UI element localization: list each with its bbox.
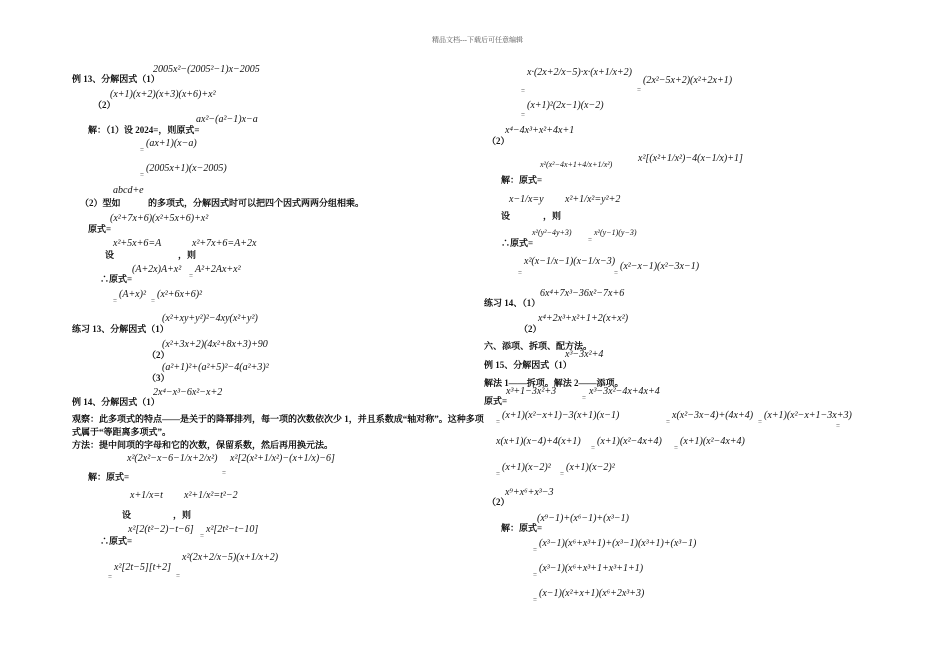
equals-sign: =	[521, 87, 525, 95]
original-expr: (x²+7x+6)(x²+5x+6)+x²	[110, 213, 209, 224]
final-1: (A+x)²	[119, 289, 146, 300]
right-set-expr: x−1/x=y	[509, 194, 544, 205]
right-sol-small: x²(x²−4x+1+4/x+1/x²)	[540, 160, 613, 169]
method-text: 方法：提中间项的字母和它的次数，保留系数，然后再用换元法。	[72, 440, 334, 450]
method-2-line-2: x(x²−3x−4)+(4x+4)	[672, 410, 754, 421]
section-6-title: 六、添项、拆项、配方法。	[484, 341, 593, 351]
equals-sign: =	[521, 111, 525, 119]
therefore-label: ∴原式=	[100, 274, 133, 284]
final-4: x²(2x+2/x−5)(x+1/x+2)	[182, 552, 279, 563]
practice-13-q2-label: （2）	[147, 350, 170, 360]
right-r1: x·(2x+2/x−5)·x·(x+1/x+2)	[527, 67, 632, 78]
solution-2-step-2: (x³−1)(x⁶+x³+1)+(x³−1)(x³+1)+(x³−1)	[539, 538, 697, 549]
equals-sign: =	[614, 269, 618, 277]
right-then-expr: x²+1/x²=y²+2	[565, 194, 621, 205]
right-therefore-expr-2: x²(y−1)(y−3)	[594, 228, 637, 237]
equals-sign: =	[533, 571, 537, 579]
method-2-line-4: (x+1)(x²−4x+4)	[597, 436, 662, 447]
solution-1-step1: (ax+1)(x−a)	[146, 138, 197, 149]
equals-sign: =	[533, 546, 537, 554]
set-label: 设	[105, 250, 115, 260]
solution-14-expr-2: x²[2(x²+1/x²)−(x+1/x)−6]	[230, 453, 335, 464]
equals-sign: =	[496, 418, 500, 426]
practice-13-q3-label: （3）	[147, 373, 170, 383]
equals-sign: =	[591, 444, 595, 452]
example-15-title: 例 15、分解因式（1）	[484, 360, 572, 370]
right-sol-label: 解：原式=	[501, 175, 543, 185]
practice-13-q2: (x²+3x+2)(4x²+8x+3)+90	[162, 339, 268, 350]
practice-13-title: 练习 13、分解因式（1）	[72, 324, 169, 334]
method-2-result: (x+1)(x−2)²	[566, 462, 615, 473]
right-r3: (x+1)²(2x−1)(x−2)	[527, 100, 604, 111]
equals-sign: =	[836, 422, 840, 430]
practice-14-q1: 6x⁴+7x³−36x²−7x+6	[540, 288, 625, 299]
type-prefix: （2）型如	[80, 198, 121, 208]
equals-sign: =	[560, 470, 564, 478]
practice-13-q1: (x²+xy+y²)²−4xy(x²+y²)	[162, 313, 258, 324]
solution-1-expr: ax²−(a²−1)x−a	[196, 114, 258, 125]
right-set-label: 设	[501, 211, 511, 221]
equals-sign: =	[108, 573, 112, 581]
observation-text: 观察：此多项式的特点——是关于的降幂排列，每一项的次数依次少 1，并且系数成“轴对称”。这种多项	[72, 414, 484, 424]
equals-sign: =	[674, 444, 678, 452]
equals-sign: =	[200, 532, 204, 540]
therefore-2-label: ∴原式=	[100, 536, 133, 546]
practice-14-q2: x⁴+2x³+x²+1+2(x+x²)	[538, 313, 629, 324]
q2-label: （2）	[93, 100, 116, 110]
therefore-expr-2: A²+2Ax+x²	[195, 264, 241, 275]
solution-2-step-1: (x⁹−1)+(x⁶−1)+(x³−1)	[537, 513, 629, 524]
type-expr: abcd+e	[113, 185, 144, 196]
method-1-line-4: (x+1)(x²−4x+4)	[680, 436, 745, 447]
then-2-label: ，则	[173, 510, 192, 520]
then-expr: x²+7x+6=A+2x	[192, 238, 257, 249]
method-2-line-1: x³−3x²−4x+4x+4	[589, 386, 660, 397]
then-label: ，则	[178, 250, 197, 260]
final-3: x²[2t−5][t+2]	[114, 562, 172, 573]
right-q2-label: （2）	[487, 136, 510, 146]
solution-1-step2: (2005x+1)(x−2005)	[146, 163, 227, 174]
solution-14-label: 解：原式=	[88, 472, 130, 482]
set-expr: x²+5x+6=A	[113, 238, 162, 249]
equals-sign: =	[113, 297, 117, 305]
set-2-label: 设	[122, 510, 132, 520]
equals-sign: =	[222, 469, 226, 477]
equals-sign: =	[518, 269, 522, 277]
solution-14-expr-1: x²(2x²−x−6−1/x+2/x²)	[127, 453, 218, 464]
equals-sign: =	[151, 297, 155, 305]
example-14-q1: 2x⁴−x³−6x²−x+2	[153, 387, 223, 398]
right-q2: x⁴−4x³+x²+4x+1	[505, 125, 575, 136]
example-15-orig-label: 原式=	[484, 396, 508, 406]
example-14-title: 例 14、分解因式（1）	[72, 397, 160, 407]
example-13-q2: (x+1)(x+2)(x+3)(x+6)+x²	[110, 89, 216, 100]
page-header: 精品文档---下载后可任意编辑	[432, 36, 523, 44]
observation-text-2: 式属于“等距离多项式”。	[72, 427, 172, 437]
solution-2-step-3: (x³−1)(x⁶+x³+1+x³+1+1)	[539, 563, 644, 574]
practice-14-title: 练习 14、（1）	[484, 298, 541, 308]
method-1-line-3: (x+1)(x²−x+1−3x+3)	[764, 410, 852, 421]
right-q2b: x⁹+x⁶+x³−3	[505, 487, 554, 498]
equals-sign: =	[582, 394, 586, 402]
equals-sign: =	[189, 272, 193, 280]
method-2-line-3: x(x+1)(x−4)+4(x+1)	[496, 436, 581, 447]
equals-sign: =	[758, 418, 762, 426]
right-final-1: x²(x−1/x−1)(x−1/x−3)	[524, 256, 616, 267]
practice-13-q3: (a²+1)²+(a²+5)²−4(a²+3)²	[162, 362, 269, 373]
equals-sign: =	[140, 146, 144, 154]
method-1-result: (x+1)(x−2)²	[502, 462, 551, 473]
example-15-q1: x³−3x²+4	[565, 349, 604, 360]
set-2-expr: x+1/x=t	[130, 490, 163, 501]
right-r2: (2x²−5x+2)(x²+2x+1)	[643, 75, 733, 86]
example-13-q1: 2005x²−(2005²−1)x−2005	[153, 64, 260, 75]
equals-sign: =	[588, 236, 592, 244]
example-15-method: 解法 1——拆项。解法 2——添项。	[484, 378, 624, 388]
therefore-expr: (A+2x)A+x²	[132, 264, 182, 275]
equals-sign: =	[496, 470, 500, 478]
original-label: 原式=	[88, 224, 112, 234]
solution-1-label: 解：（1）设 2024=，则原式=	[88, 125, 200, 135]
right-sol2-label: 解：原式=	[501, 523, 543, 533]
solution-2-step-4: (x−1)(x²+x+1)(x⁶+2x³+3)	[539, 588, 645, 599]
method-1-line-1: x³+1−3x²+3	[506, 386, 557, 397]
right-q2b-label: （2）	[487, 497, 510, 507]
equals-sign: =	[533, 596, 537, 604]
example-13-title: 例 13、分解因式（1）	[72, 74, 160, 84]
therefore-2-expr-2: x²[2t²−t−10]	[206, 524, 259, 535]
type-suffix: 的多项式，分解因式时可以把四个因式两两分组相乘。	[148, 198, 365, 208]
equals-sign: =	[176, 572, 180, 580]
final-2: (x²+6x+6)²	[157, 289, 203, 300]
right-therefore-label: ∴原式=	[501, 238, 534, 248]
practice-14-q2-label: （2）	[519, 324, 542, 334]
equals-sign: =	[637, 86, 641, 94]
right-therefore-expr: x²(y²−4y+3)	[532, 228, 572, 237]
then-2-expr: x²+1/x²=t²−2	[184, 490, 238, 501]
therefore-2-expr: x²[2(t²−2)−t−6]	[128, 524, 194, 535]
equals-sign: =	[666, 418, 670, 426]
method-1-line-2: (x+1)(x²−x+1)−3(x+1)(x−1)	[502, 410, 620, 421]
right-then-label: ，则	[543, 211, 562, 221]
equals-sign: =	[140, 171, 144, 179]
right-final-2: (x²−x−1)(x²−3x−1)	[620, 261, 700, 272]
right-sol-big: x²[(x²+1/x²)−4(x−1/x)+1]	[638, 153, 743, 164]
